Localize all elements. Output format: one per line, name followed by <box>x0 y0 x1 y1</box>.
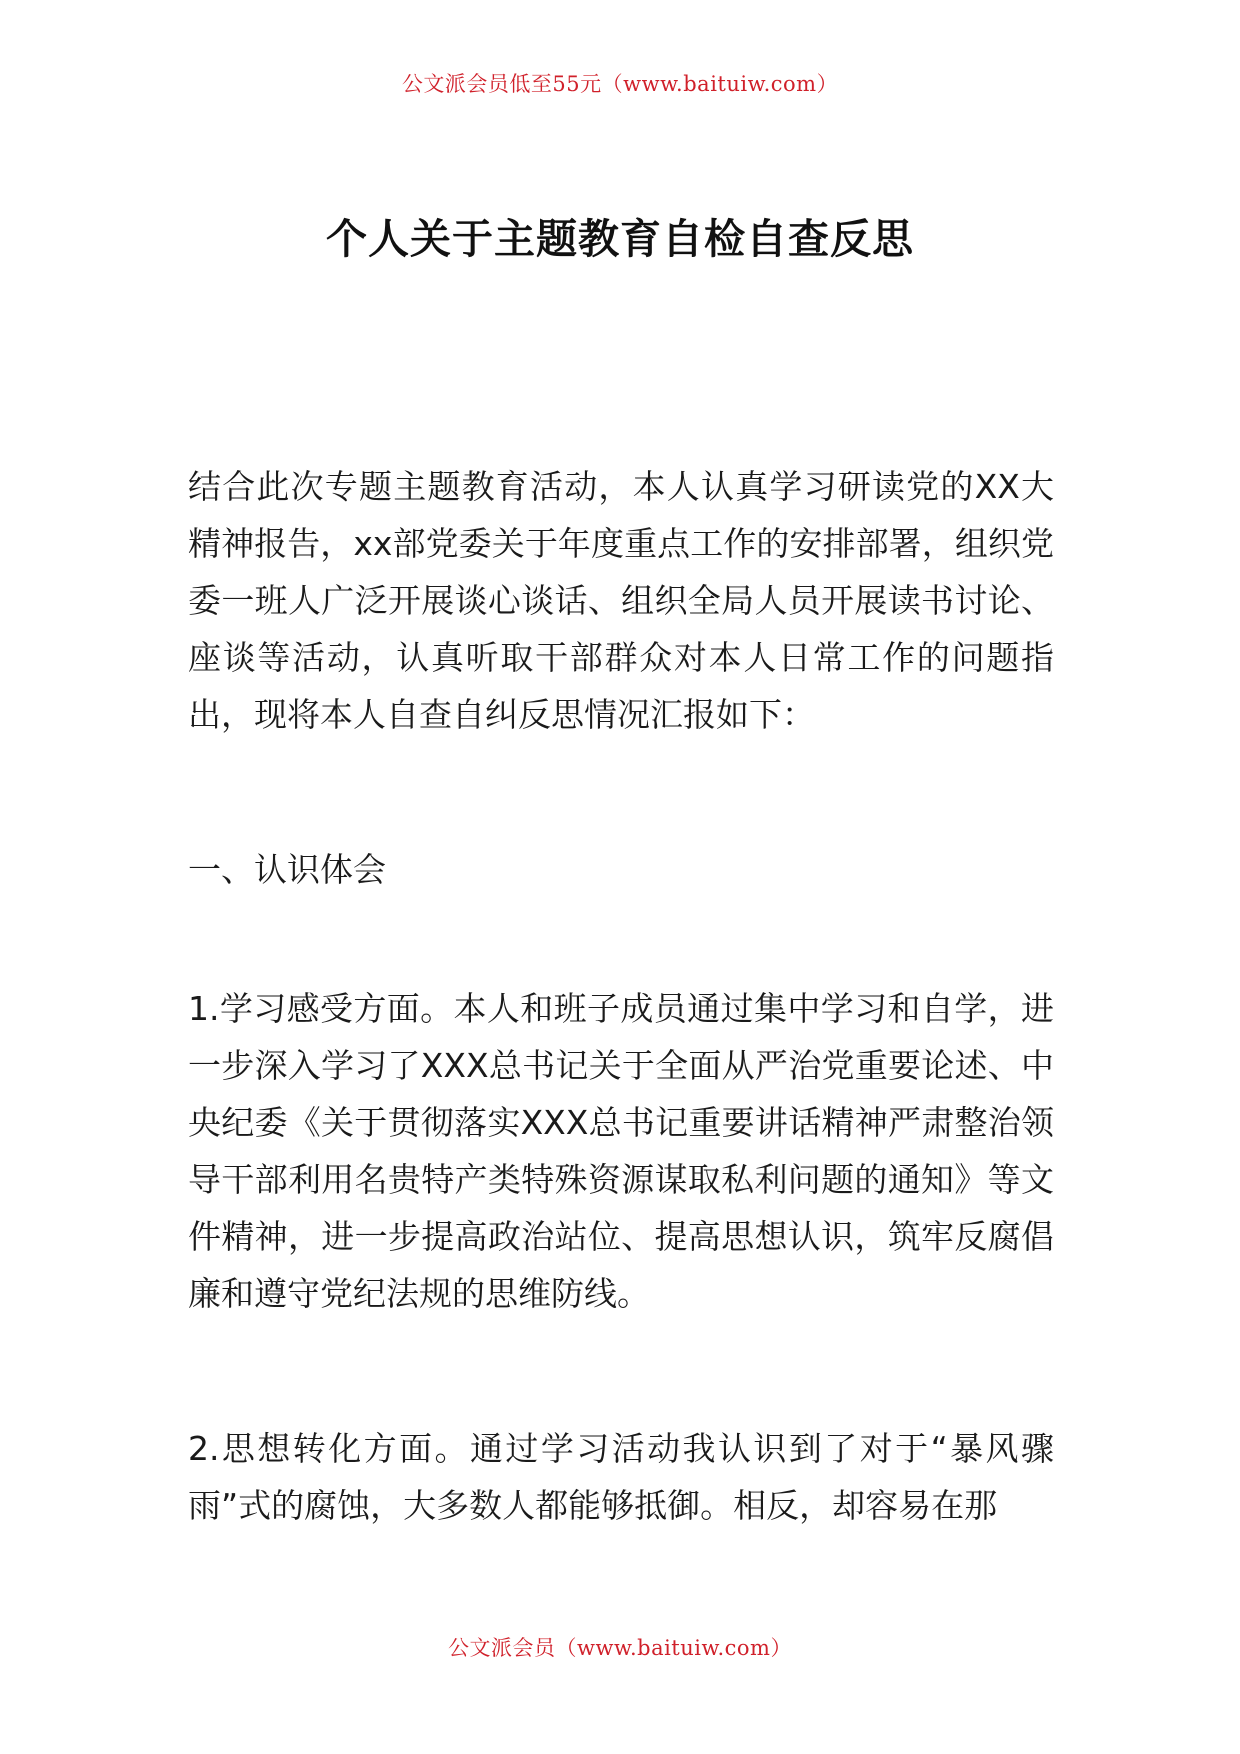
document-title: 个人关于主题教育自检自查反思 <box>326 215 914 263</box>
paragraph-1: 1.学习感受方面。本人和班子成员通过集中学习和自学，进一步深入学习了XXX总书记关于全面从严治党重要论述、中央纪委《关于贯彻落实XXX总书记重要讲话精神严肃整治领导干部利用名贵特产类特殊资源谋取私利问题的通知》等文件精神，进一步提高政治站位、提高思想认识，筑牢反腐倡廉和遵守党纪法规的思维防线。 <box>188 989 1054 1313</box>
section-heading: 一、认识体会 <box>188 850 386 889</box>
footer-watermark: 公文派会员（www.baituiw.com） <box>448 1636 792 1660</box>
paragraph-2: 2.思想转化方面。通过学习活动我认识到了对于“暴风骤雨”式的腐蚀，大多数人都能够抵御。相反，却容易在那 <box>188 1429 1054 1525</box>
header-watermark: 公文派会员低至55元（www.baituiw.com） <box>401 72 839 96</box>
intro-paragraph: 结合此次专题主题教育活动，本人认真学习研读党的XX大精神报告，xx部党委关于年度重点工作的安排部署，组织党委一班人广泛开展谈心谈话、组织全局人员开展读书讨论、座谈等活动，认真听取干部群众对本人日常工作的问题指出，现将本人自查自纠反思情况汇报如下： <box>188 467 1054 734</box>
